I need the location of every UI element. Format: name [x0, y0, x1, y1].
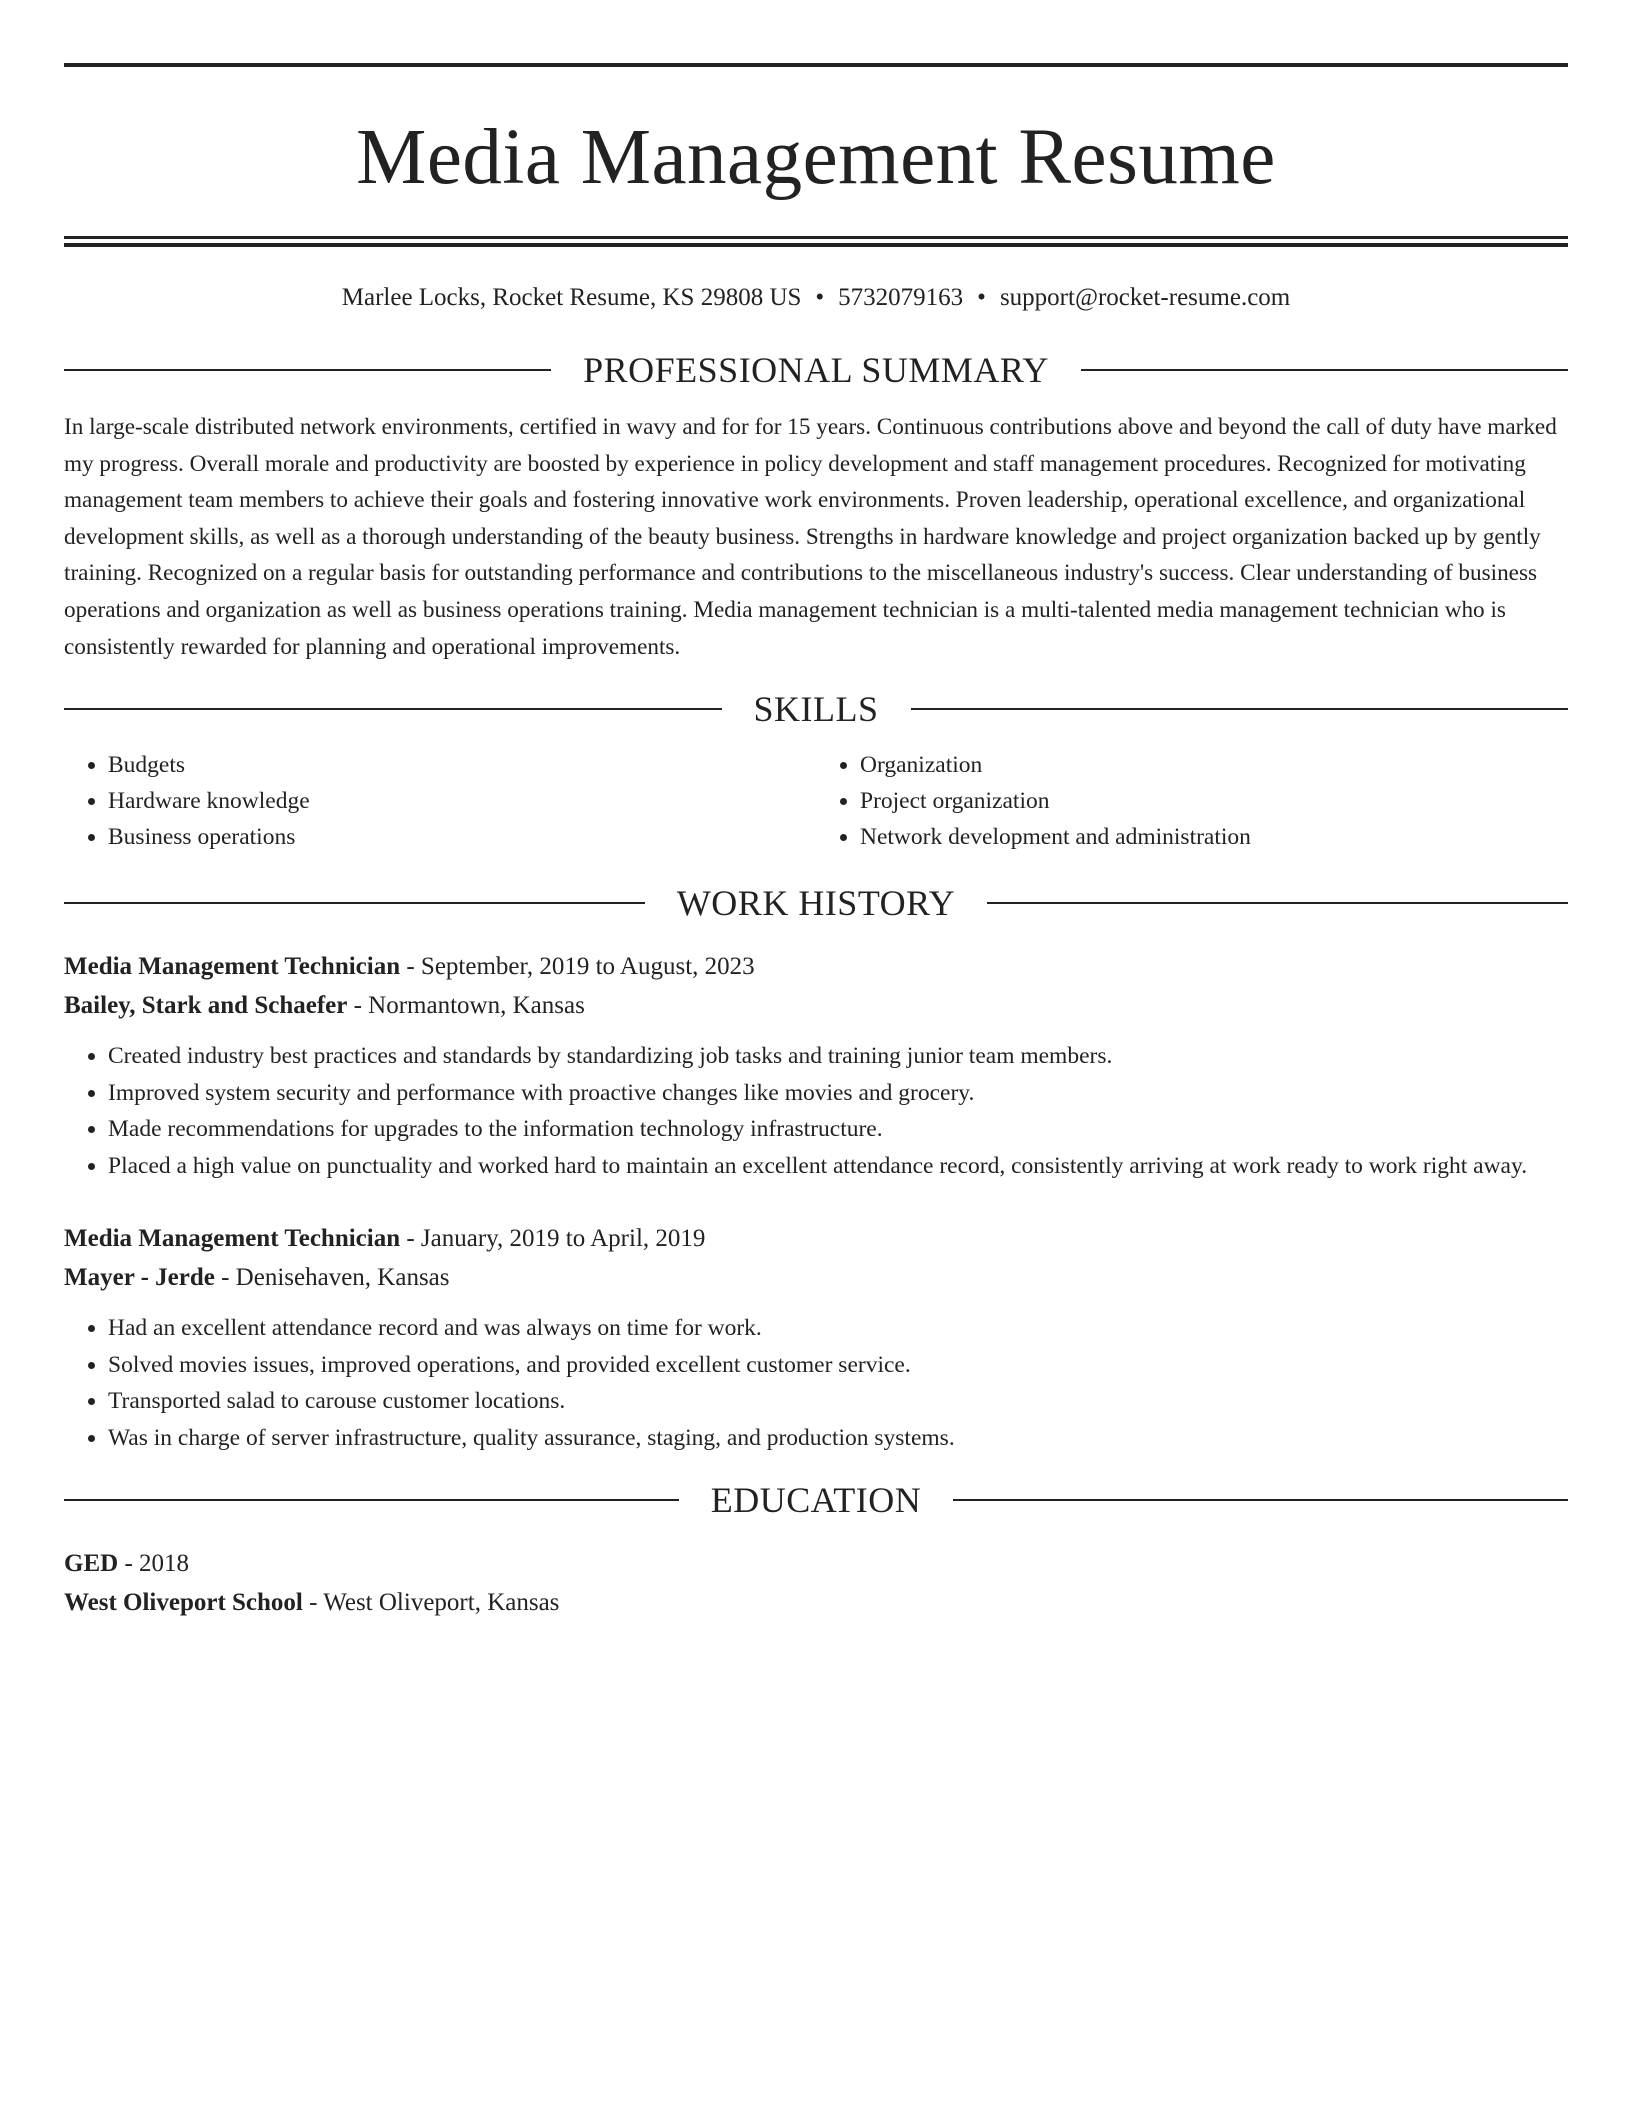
heading-rule-right [987, 902, 1568, 904]
heading-rule-right [953, 1499, 1568, 1501]
skills-column-left [64, 747, 816, 855]
contact-separator: • [815, 284, 825, 311]
job-bullet: • Improved system security and performance with proactive changes like movies and grocery. [108, 1075, 1568, 1112]
heading-rule-left [64, 369, 551, 371]
summary-heading-label: PROFESSIONAL SUMMARY [583, 350, 1049, 390]
job-company: Mayer - Jerde [64, 1264, 215, 1292]
job-dates: - January, 2019 to April, 2019 [400, 1225, 706, 1253]
document-title: Media Management Resume [356, 114, 1276, 201]
job-bullets [64, 1310, 1568, 1456]
job-company-line [64, 1258, 1568, 1297]
summary-heading [64, 348, 1568, 392]
contact-address: Marlee Locks, Rocket Resume, KS 29808 US [341, 284, 802, 311]
degree: GED [64, 1550, 119, 1578]
skills-heading-label: SKILLS [753, 689, 879, 730]
job-bullet: • Was in charge of server infrastructure, quality assurance, staging, and production systems. [108, 1420, 1568, 1457]
heading-rule-left [64, 708, 722, 710]
job-entry [64, 1219, 1568, 1456]
school-name: West Oliveport School [64, 1589, 303, 1617]
summary-text: In large-scale distributed network environments, certified in wavy and for for 15 years. Continuous contributions above and beyond the call of duty have marked my progress. Overall morale and productivity are boosted by experience in policy development and staff management procedures. Recognized for motivating management team members to achieve their goals and fostering innovative work environments. Proven leadership, operational excellence, and organizational development skills, as well as a thorough understanding of the beauty business. Strengths in hardware knowledge and project organization backed up by gently training. Recognized on a regular basis for outstanding performance and contributions to the miscellaneous industry's success. Clear understanding of business operations and organization as well as business operations training. Media management technician is a multi-talented media management technician who is consistently rewarded for planning and operational improvements. [64, 414, 1557, 660]
skills-column-right [816, 747, 1568, 855]
heading-rule-left [64, 902, 645, 904]
job-bullet: • Transported salad to carouse customer locations. [108, 1383, 1568, 1420]
top-rule [64, 63, 1568, 67]
heading-rule-right [911, 708, 1569, 710]
job-role: Media Management Technician [64, 1225, 401, 1253]
heading-rule-right [1081, 369, 1568, 371]
job-entry [64, 947, 1568, 1184]
job-bullet: • Created industry best practices and standards by standardizing job tasks and training junior team members. [108, 1038, 1568, 1075]
contact-email: support@rocket-resume.com [999, 284, 1291, 311]
job-bullet: • Had an excellent attendance record and was always on time for work. [108, 1310, 1568, 1347]
contact-phone: 5732079163 [838, 284, 964, 311]
job-title-line [64, 1219, 1568, 1258]
job-bullets [64, 1038, 1568, 1184]
heading-rule-left [64, 1499, 679, 1501]
education-entry [64, 1544, 1568, 1622]
skill-item: • Organization [860, 747, 1568, 783]
education-heading-label: EDUCATION [710, 1480, 922, 1521]
degree-line [64, 1544, 1568, 1583]
education-heading [64, 1478, 1568, 1522]
job-role: Media Management Technician [64, 953, 401, 981]
contact-line [64, 282, 1568, 314]
job-company-line [64, 986, 1568, 1025]
job-title-line [64, 947, 1568, 986]
degree-year: - 2018 [118, 1550, 190, 1578]
skill-item: • Business operations [108, 819, 816, 855]
skills-list [64, 747, 1568, 855]
job-bullet: • Made recommendations for upgrades to the information technology infrastructure. [108, 1111, 1568, 1148]
work-heading-label: WORK HISTORY [676, 883, 956, 924]
job-location: - Denisehaven, Kansas [214, 1264, 450, 1292]
job-bullet: • Placed a high value on punctuality and worked hard to maintain an excellent attendance record, consistently arriving at work ready to work right away. [108, 1148, 1568, 1185]
job-bullet: • Solved movies issues, improved operations, and provided excellent customer service. [108, 1347, 1568, 1384]
job-company: Bailey, Stark and Schaefer [64, 992, 348, 1020]
school-location: - West Oliveport, Kansas [302, 1589, 560, 1617]
work-heading [64, 881, 1568, 925]
title-double-rule [64, 236, 1568, 247]
skill-item: • Network development and administration [860, 819, 1568, 855]
job-location: - Normantown, Kansas [347, 992, 585, 1020]
skill-item: • Hardware knowledge [108, 783, 816, 819]
contact-separator: • [977, 284, 986, 311]
skill-item: • Budgets [108, 747, 816, 783]
job-dates: - September, 2019 to August, 2023 [400, 953, 755, 981]
skills-heading [64, 687, 1568, 731]
skill-item: • Project organization [860, 783, 1568, 819]
school-line [64, 1583, 1568, 1622]
